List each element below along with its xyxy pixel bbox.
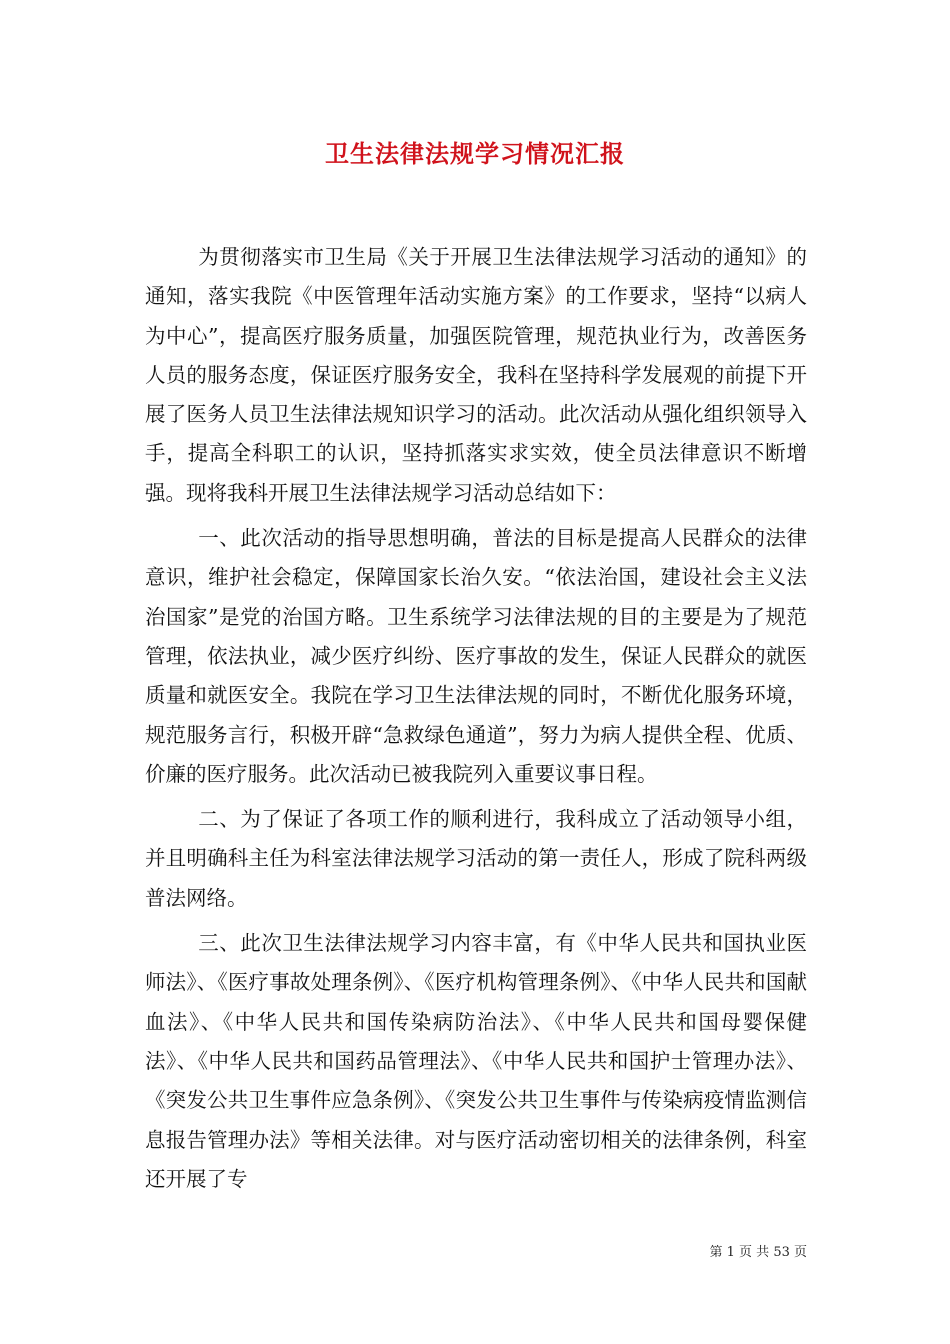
paragraph-section-3: 三、此次卫生法律法规学习内容丰富，有《中华人民共和国执业医师法》、《医疗事故处理条例》、《医疗机构管理条例》、《中华人民共和国献血法》、《中华人民共和国传染病防治法》、《中华人民共和国母婴保健法》、《中华人民共和国药品管理法》、《中华人民共和国护士管理办法》、《突发公共卫生事件应急条例》、《突发公共卫生事件与传染病疫情监测信息报告管理办法》等相关法律。对与医疗活动密切相关的法律条例，科室还开展了专 xyxy=(145,931,807,1191)
paragraph-intro: 为贯彻落实市卫生局《关于开展卫生法律法规学习活动的通知》的通知，落实我院《中医管理年活动实施方案》的工作要求，坚持“以病人为中心”，提高医疗服务质量，加强医院管理，规范执业行为，改善医务人员的服务态度，保证医疗服务安全，我科在坚持科学发展观的前提下开展了医务人员卫生法律法规知识学习的活动。此次活动从强化组织领导入手，提高全科职工的认识，坚持抓落实求实效，使全员法律意识不断增强。现将我科开展卫生法律法规学习活动总结如下： xyxy=(145,245,807,505)
paragraph-section-2: 二、为了保证了各项工作的顺利进行，我科成立了活动领导小组，并且明确科主任为科室法律法规学习活动的第一责任人，形成了院科两级普法网络。 xyxy=(145,807,807,910)
page-number: 第 1 页 共 53 页 xyxy=(709,1245,807,1260)
document-title: 卫生法律法规学习情况汇报 xyxy=(325,139,625,168)
paragraph-section-1: 一、此次活动的指导思想明确，普法的目标是提高人民群众的法律意识，维护社会稳定，保障国家长治久安。“依法治国，建设社会主义法治国家”是党的治国方略。卫生系统学习法律法规的目的主要是为了规范管理，依法执业，减少医疗纠纷、医疗事故的发生，保证人民群众的就医质量和就医安全。我院在学习卫生法律法规的同时，不断优化服务环境，规范服务言行，积极开辟“急救绿色通道”，努力为病人提供全程、优质、价廉的医疗服务。此次活动已被我院列入重要议事日程。 xyxy=(145,526,807,786)
document-body xyxy=(145,238,807,1199)
